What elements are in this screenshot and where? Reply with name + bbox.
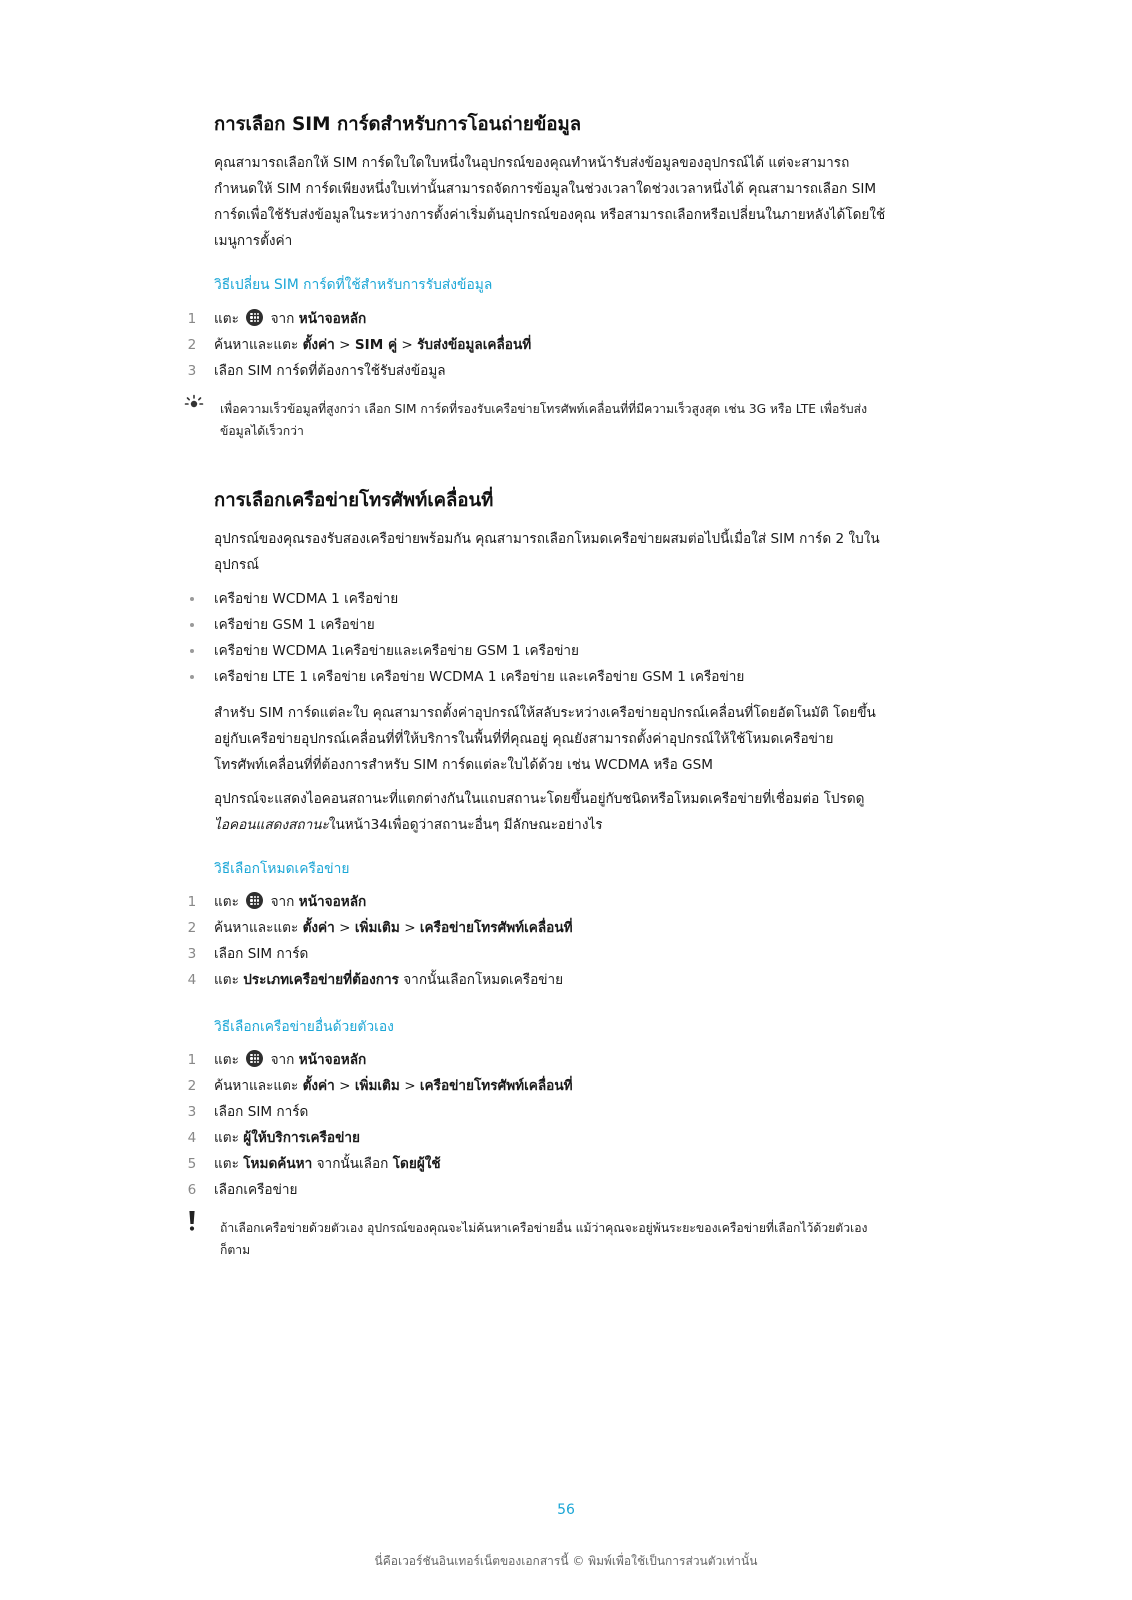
footer-note: นี่คือเวอร์ชันอินเทอร์เน็ตของเอกสารนี้ © พิมพ์เพื่อใช้เป็นการส่วนตัวเท่านั้น bbox=[374, 1554, 758, 1568]
section-intro-paragraph bbox=[214, 526, 938, 578]
ui-term-home-screen: หน้าจอหลัก bbox=[298, 1052, 367, 1068]
bullet-dot-icon bbox=[190, 623, 194, 627]
separator: > bbox=[404, 1078, 416, 1094]
app-grid-icon bbox=[246, 1050, 263, 1067]
text-line: ข้อมูลได้เร็วกว่า bbox=[220, 424, 304, 438]
tip-lightbulb-icon bbox=[184, 394, 204, 418]
step-text-part: ค้นหาและแตะ bbox=[214, 1078, 299, 1094]
step-item bbox=[0, 889, 1132, 915]
step-text-part: จาก bbox=[270, 311, 295, 327]
separator: > bbox=[339, 920, 351, 936]
step-text: เลือกเครือข่าย bbox=[214, 1182, 298, 1198]
app-grid-icon bbox=[246, 892, 263, 909]
cross-reference-link[interactable]: ไอคอนแสดงสถานะ bbox=[214, 817, 329, 833]
step-number: 1 bbox=[187, 894, 197, 910]
ui-term-preferred-network-type: ประเภทเครือข่ายที่ต้องการ bbox=[243, 972, 399, 988]
step-item bbox=[0, 332, 1132, 358]
ui-term-settings: ตั้งค่า bbox=[302, 920, 335, 936]
step-number: 3 bbox=[187, 1104, 197, 1120]
separator: > bbox=[404, 920, 416, 936]
text-line: เพื่อความเร็วข้อมูลที่สูงกว่า เลือก SIM การ์ดที่รองรับเครือข่ายโทรศัพท์เคลื่อนที่ที่มีความเร็วสูงสุด เช่น 3G หรือ LTE เพื่อรับส่ง bbox=[220, 402, 868, 416]
list-item bbox=[0, 664, 1132, 690]
step-text bbox=[214, 332, 531, 358]
step-text bbox=[214, 967, 563, 993]
list-item-text: เครือข่าย WCDMA 1เครือข่ายและเครือข่าย GSM 1 เครือข่าย bbox=[214, 643, 580, 659]
ui-term-dual-sim: SIM คู่ bbox=[354, 337, 398, 353]
step-text bbox=[214, 1047, 366, 1073]
ui-term-more: เพิ่มเติม bbox=[354, 920, 400, 936]
separator: > bbox=[401, 337, 413, 353]
text-line: สำหรับ SIM การ์ดแต่ละใบ คุณสามารถตั้งค่าอุปกรณ์ให้สลับระหว่างเครือข่ายอุปกรณ์เคลื่อนที่โดยอัตโนมัติ โดยขึ้น bbox=[214, 705, 876, 721]
text-line: อุปกรณ์ bbox=[214, 557, 259, 573]
step-number: 2 bbox=[187, 337, 197, 353]
step-number: 1 bbox=[187, 311, 197, 327]
ui-term-search-mode: โหมดค้นหา bbox=[243, 1156, 313, 1172]
list-item bbox=[0, 586, 1132, 612]
ui-term-mobile-networks: เครือข่ายโทรศัพท์เคลื่อนที่ bbox=[419, 920, 573, 936]
step-text-part: จาก bbox=[270, 894, 295, 910]
ui-term-mobile-networks: เครือข่ายโทรศัพท์เคลื่อนที่ bbox=[419, 1078, 573, 1094]
text-line: ก็ตาม bbox=[220, 1243, 251, 1257]
section-intro-paragraph bbox=[214, 150, 938, 254]
step-number: 3 bbox=[187, 363, 197, 379]
step-text-part: แตะ bbox=[214, 972, 239, 988]
separator: > bbox=[339, 337, 351, 353]
step-item bbox=[0, 1073, 1132, 1099]
text-line: อุปกรณ์ของคุณรองรับสองเครือข่ายพร้อมกัน คุณสามารถเลือกโหมดเครือข่ายผสมต่อไปนี้เมื่อใส่ SIM การ์ด 2 ใบใน bbox=[214, 531, 880, 547]
separator: > bbox=[339, 1078, 351, 1094]
subheading-select-network-mode: วิธีเลือกโหมดเครือข่าย bbox=[214, 861, 350, 877]
step-text-part: แตะ bbox=[214, 1156, 239, 1172]
step-text-part: จากนั้นเลือก bbox=[316, 1156, 389, 1172]
text-line: โทรศัพท์เคลื่อนที่ที่ต้องการสำหรับ SIM การ์ดแต่ละใบได้ด้วย เช่น WCDMA หรือ GSM bbox=[214, 757, 713, 773]
text-line: ในหน้า34เพื่อดูว่าสถานะอื่นๆ มีลักษณะอย่างไร bbox=[328, 817, 603, 833]
step-text: เลือก SIM การ์ดที่ต้องการใช้รับส่งข้อมูล bbox=[214, 363, 446, 379]
ui-term-home-screen: หน้าจอหลัก bbox=[298, 894, 367, 910]
step-item bbox=[0, 1125, 1132, 1151]
step-item bbox=[0, 967, 1132, 993]
list-item-text: เครือข่าย LTE 1 เครือข่าย เครือข่าย WCDMA 1 เครือข่าย และเครือข่าย GSM 1 เครือข่าย bbox=[214, 669, 745, 685]
text-line: เมนูการตั้งค่า bbox=[214, 233, 293, 249]
ui-term-network-operators: ผู้ให้บริการเครือข่าย bbox=[243, 1130, 360, 1146]
step-text bbox=[214, 889, 366, 915]
body-paragraph bbox=[214, 700, 938, 778]
list-item-text: เครือข่าย WCDMA 1 เครือข่าย bbox=[214, 591, 399, 607]
step-text bbox=[214, 1125, 360, 1151]
step-text-part: จากนั้นเลือกโหมดเครือข่าย bbox=[403, 972, 564, 988]
step-text-part: แตะ bbox=[214, 894, 239, 910]
step-number: 3 bbox=[187, 946, 197, 962]
bullet-dot-icon bbox=[190, 597, 194, 601]
step-number: 6 bbox=[187, 1182, 197, 1198]
step-number: 2 bbox=[187, 920, 197, 936]
step-text-part: แตะ bbox=[214, 1052, 239, 1068]
step-text-part: จาก bbox=[270, 1052, 295, 1068]
step-item bbox=[0, 306, 1132, 332]
ui-term-manual: โดยผู้ใช้ bbox=[392, 1156, 441, 1172]
step-text-part: ค้นหาและแตะ bbox=[214, 337, 299, 353]
list-item bbox=[0, 638, 1132, 664]
step-text: เลือก SIM การ์ด bbox=[214, 946, 309, 962]
step-item bbox=[0, 358, 1132, 384]
bullet-dot-icon bbox=[190, 649, 194, 653]
text-line: กำหนดให้ SIM การ์ดเพียงหนึ่งใบเท่านั้นสามารถจัดการข้อมูลในช่วงเวลาใดช่วงเวลาหนึ่งได้ คุณสามารถเลือก SIM bbox=[214, 181, 877, 197]
warning-note bbox=[220, 1217, 930, 1261]
app-grid-icon bbox=[246, 309, 263, 326]
warning-exclamation-icon bbox=[186, 1210, 198, 1236]
step-number: 4 bbox=[187, 1130, 197, 1146]
text-line: อยู่กับเครือข่ายอุปกรณ์เคลื่อนที่ที่ให้บริการในพื้นที่ที่คุณอยู่ คุณยังสามารถตั้งค่าอุปกรณ์ให้ใช้โหมดเครือข่าย bbox=[214, 731, 834, 747]
step-text-part: แตะ bbox=[214, 311, 239, 327]
tip-note bbox=[220, 398, 930, 442]
ui-term-home-screen: หน้าจอหลัก bbox=[298, 311, 367, 327]
step-number: 5 bbox=[187, 1156, 197, 1172]
step-text bbox=[214, 1151, 441, 1177]
step-text bbox=[214, 306, 366, 332]
list-item bbox=[0, 612, 1132, 638]
step-text bbox=[214, 915, 573, 941]
step-item bbox=[0, 1047, 1132, 1073]
step-number: 1 bbox=[187, 1052, 197, 1068]
text-line: อุปกรณ์จะแสดงไอคอนสถานะที่แตกต่างกันในแถบสถานะโดยขึ้นอยู่กับชนิดหรือโหมดเครือข่ายที่เชื่อมต่อ โปรดดู bbox=[214, 791, 865, 807]
subheading-manual-network: วิธีเลือกเครือข่ายอื่นด้วยตัวเอง bbox=[214, 1019, 394, 1035]
step-text bbox=[214, 1073, 573, 1099]
section-heading-mobile-network: การเลือกเครือข่ายโทรศัพท์เคลื่อนที่ bbox=[214, 490, 494, 511]
step-item bbox=[0, 941, 1132, 967]
text-line: ถ้าเลือกเครือข่ายด้วยตัวเอง อุปกรณ์ของคุณจะไม่ค้นหาเครือข่ายอื่น แม้ว่าคุณจะอยู่พ้นระยะของเครือข่ายที่เลือกไว้ด้วยตัวเอง bbox=[220, 1221, 868, 1235]
bullet-dot-icon bbox=[190, 675, 194, 679]
step-item bbox=[0, 1151, 1132, 1177]
step-item bbox=[0, 915, 1132, 941]
body-paragraph bbox=[214, 786, 938, 838]
step-item bbox=[0, 1099, 1132, 1125]
ui-term-settings: ตั้งค่า bbox=[302, 1078, 335, 1094]
section-heading-sim-data: การเลือก SIM การ์ดสำหรับการโอนถ่ายข้อมูล bbox=[214, 114, 582, 135]
step-text-part: ค้นหาและแตะ bbox=[214, 920, 299, 936]
step-text: เลือก SIM การ์ด bbox=[214, 1104, 309, 1120]
step-item bbox=[0, 1177, 1132, 1203]
list-item-text: เครือข่าย GSM 1 เครือข่าย bbox=[214, 617, 375, 633]
step-number: 2 bbox=[187, 1078, 197, 1094]
text-line: การ์ดเพื่อใช้รับส่งข้อมูลในระหว่างการตั้งค่าเริ่มต้นอุปกรณ์ของคุณ หรือสามารถเลือกหรือเปลี่ยนในภายหลังได้โดยใช้ bbox=[214, 207, 886, 223]
step-text-part: แตะ bbox=[214, 1130, 239, 1146]
ui-term-settings: ตั้งค่า bbox=[302, 337, 335, 353]
ui-term-more: เพิ่มเติม bbox=[354, 1078, 400, 1094]
step-number: 4 bbox=[187, 972, 197, 988]
page-number: 56 bbox=[557, 1502, 575, 1518]
subheading-change-data-sim: วิธีเปลี่ยน SIM การ์ดที่ใช้สำหรับการรับส่งข้อมูล bbox=[214, 277, 493, 293]
ui-term-mobile-data: รับส่งข้อมูลเคลื่อนที่ bbox=[417, 337, 532, 353]
text-line: คุณสามารถเลือกให้ SIM การ์ดใบใดใบหนึ่งในอุปกรณ์ของคุณทำหน้ารับส่งข้อมูลของอุปกรณ์ได้ แต่จะสามารถ bbox=[214, 155, 850, 171]
